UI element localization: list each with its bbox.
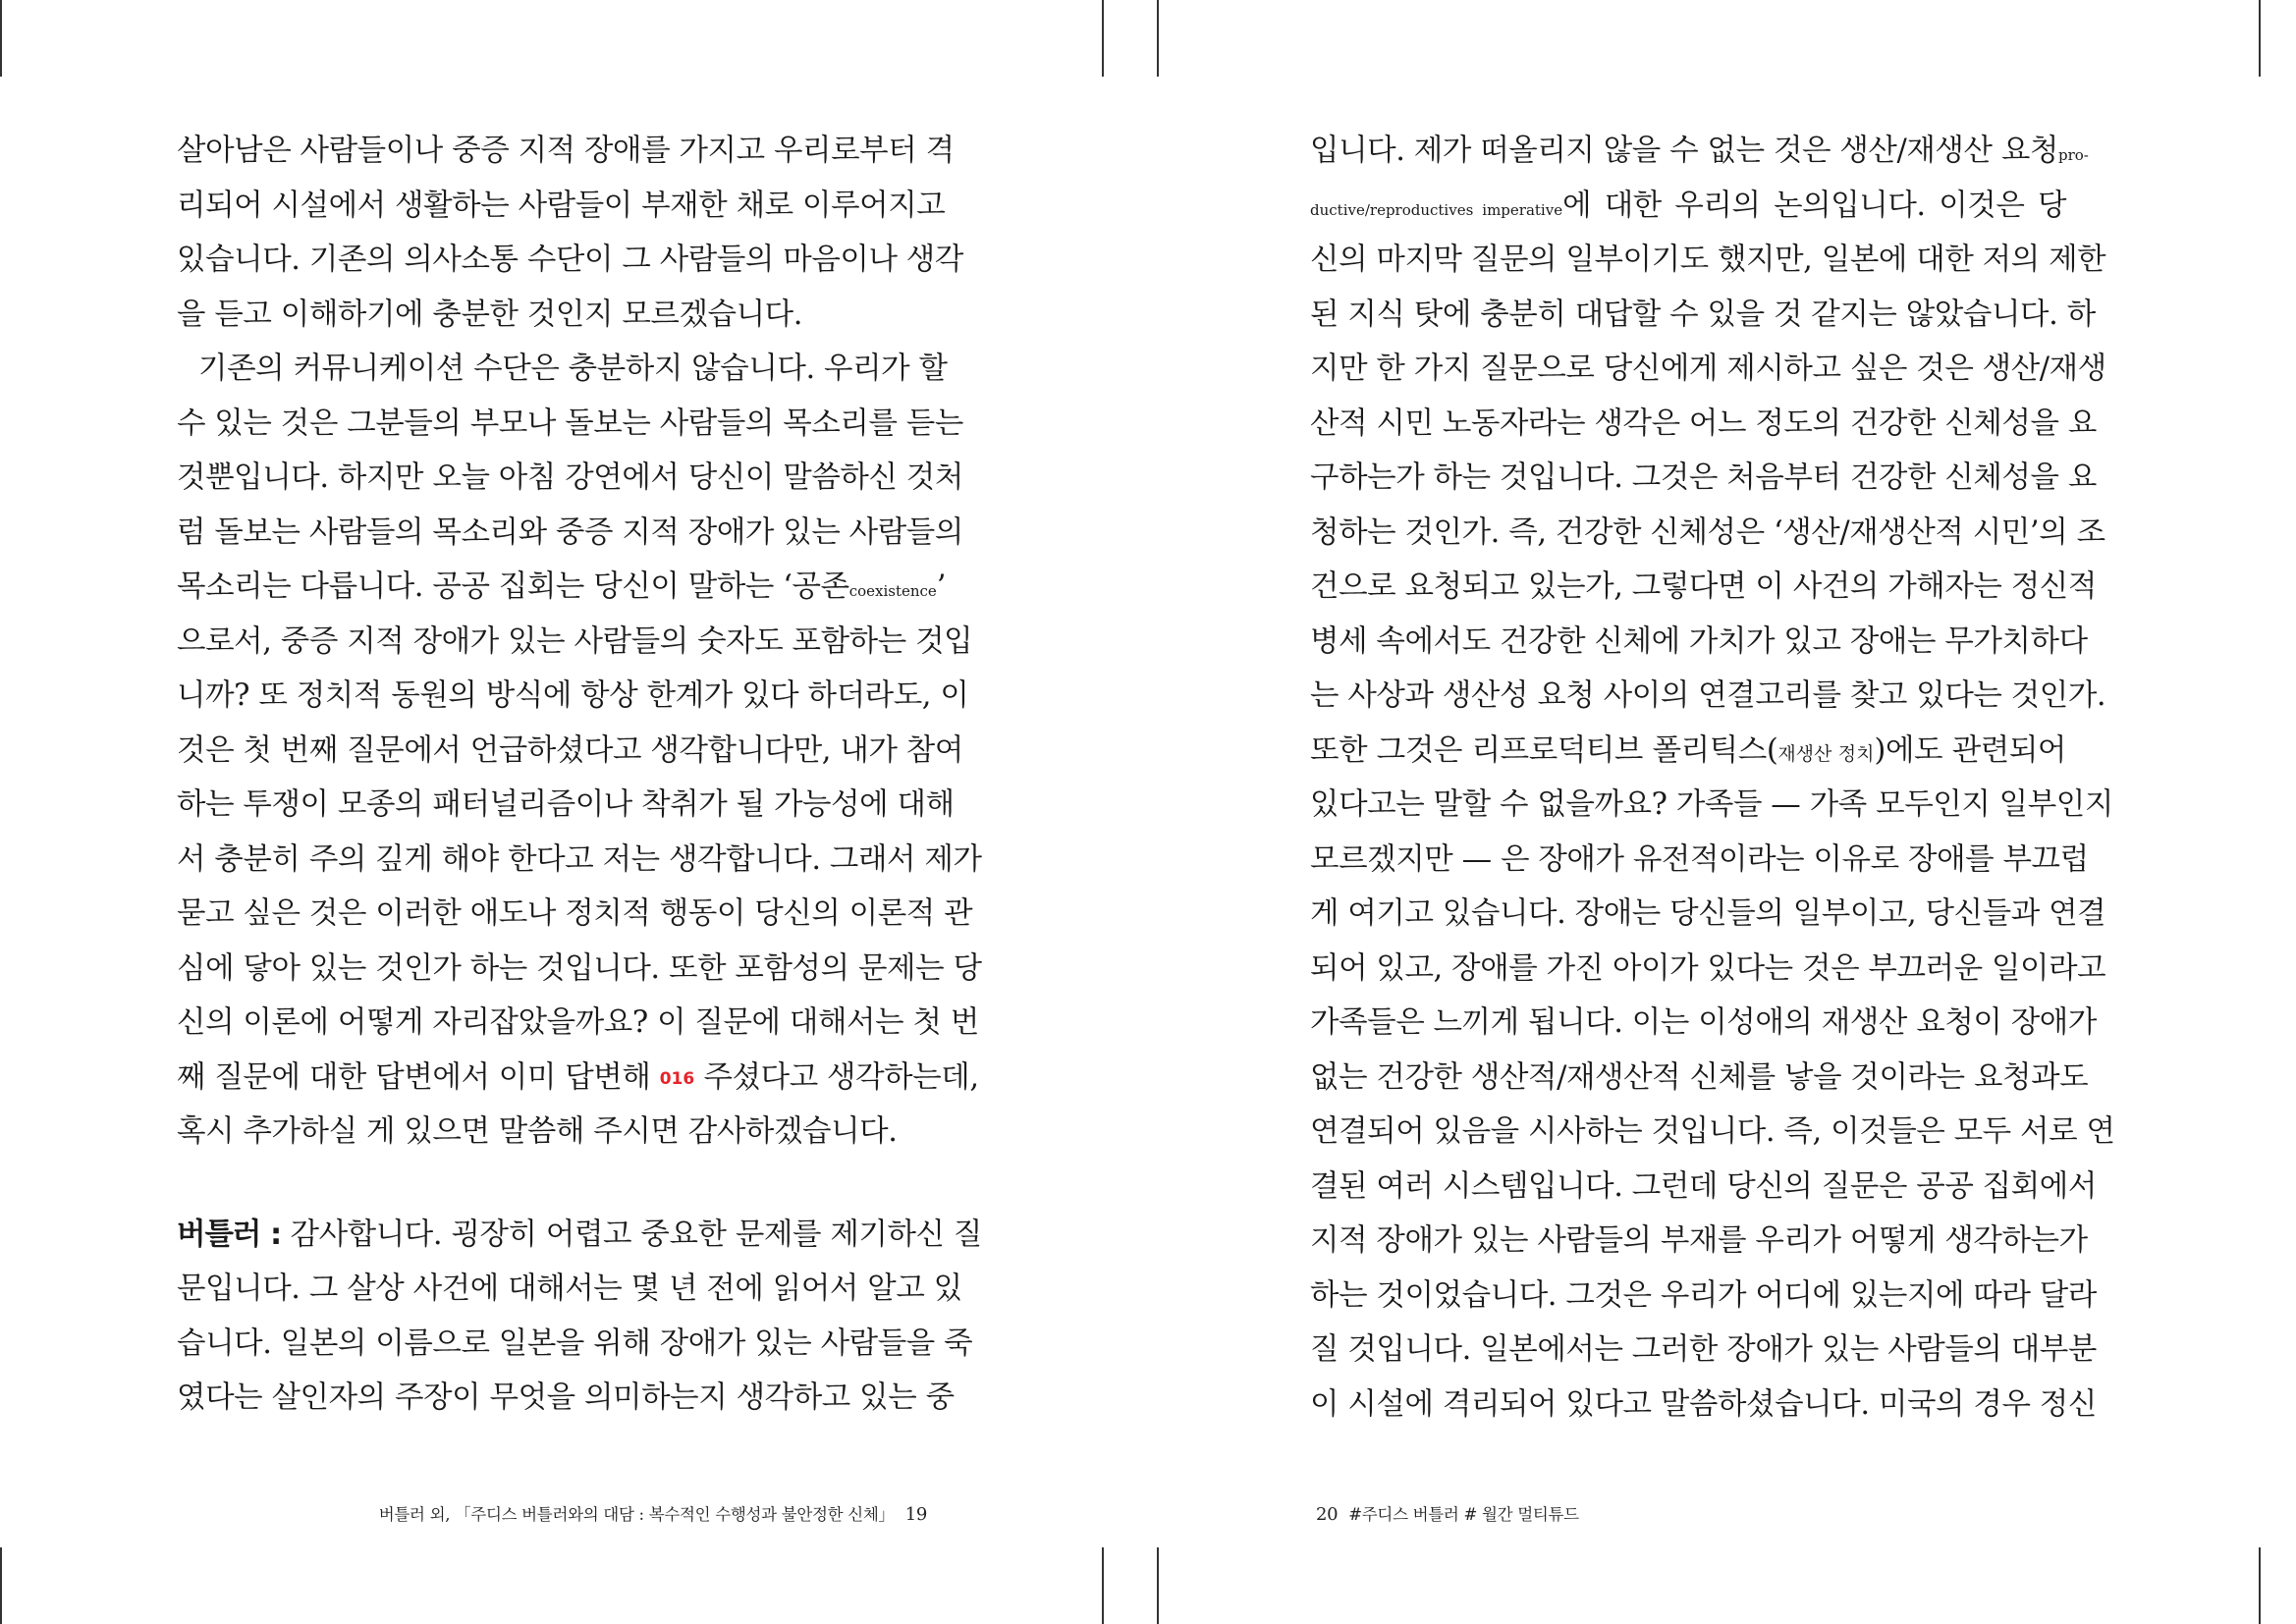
text-line: 지적 장애가 있는 사람들의 부재를 우리가 어떻게 생각하는가 <box>1310 1223 2088 1258</box>
text-line: 것뿐입니다. 하지만 오늘 아침 강연에서 당신이 말씀하신 것처 <box>177 460 963 495</box>
text-line <box>177 1051 979 1106</box>
page-number: 20 <box>1316 1504 1339 1525</box>
text-line: 구하는가 하는 것입니다. 그것은 처음부터 건강한 신체성을 요 <box>1310 460 2097 495</box>
text-line: 으로서, 중증 지적 장애가 있는 사람들의 숫자도 포함하는 것입 <box>177 623 973 659</box>
crop-mark <box>1102 0 1104 77</box>
left-page-body <box>177 124 982 1426</box>
gloss-text: coexistence <box>848 582 937 600</box>
crop-mark <box>2259 1547 2261 1624</box>
line-text: )에도 관련되어 <box>1874 732 2066 768</box>
right-page-footer <box>1310 1501 1579 1525</box>
text-line: 니까? 또 정치적 동원의 방식에 항상 한계가 있다 하더라도, 이 <box>177 678 969 713</box>
text-line: 을 듣고 이해하기에 충분한 것인지 모르겠습니다. <box>177 297 803 332</box>
text-line: 하는 것이었습니다. 그것은 우리가 어디에 있는지에 따라 달라 <box>1310 1277 2097 1313</box>
right-page <box>1310 0 2115 1624</box>
crop-mark <box>1102 1547 1104 1624</box>
crop-mark <box>2259 0 2261 77</box>
crop-mark <box>0 1547 2 1624</box>
left-page <box>177 0 982 1624</box>
crop-mark <box>1157 0 1159 77</box>
line-text: 에 대한 우리의 논의입니다. 이것은 당 <box>1562 188 2067 223</box>
text-line: 있다고는 말할 수 없을까요? 가족들 — 가족 모두인지 일부인지 <box>1310 787 2113 822</box>
line-text: 목소리는 다릅니다. 공공 집회는 당신이 말하는 ‘공존 <box>177 569 849 604</box>
line-text: 입니다. 제가 떠올리지 않을 수 없는 것은 생산/재생산 요청 <box>1310 134 2058 168</box>
text-line <box>177 1208 982 1263</box>
right-page-body <box>1310 124 2115 1432</box>
gloss-text: pro- <box>2057 146 2089 164</box>
text-line: 된 지식 탓에 충분히 대답할 수 있을 것 같지는 않았습니다. 하 <box>1310 297 2096 332</box>
text-line: 신의 이론에 어떻게 자리잡았을까요? 이 질문에 대해서는 첫 번 <box>177 1005 979 1040</box>
text-line: 모르겠지만 — 은 장애가 유전적이라는 이유로 장애를 부끄럽 <box>1310 841 2089 877</box>
text-line: 럼 돌보는 사람들의 목소리와 중증 지적 장애가 있는 사람들의 <box>177 514 963 550</box>
text-line: 되어 있고, 장애를 가진 아이가 있다는 것은 부끄러운 일이라고 <box>1310 950 2106 986</box>
text-line: 이 시설에 격리되어 있다고 말씀하셨습니다. 미국의 경우 정신 <box>1310 1386 2097 1422</box>
text-line: 혹시 추가하실 게 있으면 말씀해 주시면 감사하겠습니다. <box>177 1114 898 1149</box>
text-line: 서 충분히 주의 깊게 해야 한다고 저는 생각합니다. 그래서 제가 <box>177 841 982 877</box>
text-line: 연결되어 있음을 시사하는 것입니다. 즉, 이것들은 모두 서로 연 <box>1310 1114 2115 1149</box>
text-line: 없는 건강한 생산적/재생산적 신체를 낳을 것이라는 요청과도 <box>1310 1059 2089 1095</box>
text-line: 건으로 요청되고 있는가, 그렇다면 이 사건의 가해자는 정신적 <box>1310 569 2097 604</box>
text-line: 기존의 커뮤니케이션 수단은 충분하지 않습니다. 우리가 할 <box>198 352 948 386</box>
text-line <box>1310 179 2066 234</box>
crop-mark <box>1157 1547 1159 1624</box>
text-line: 습니다. 일본의 이름으로 일본을 위해 장애가 있는 사람들을 죽 <box>177 1326 973 1361</box>
line-text: ’ <box>936 569 947 604</box>
text-line: 하는 투쟁이 모종의 패터널리즘이나 착취가 될 가능성에 대해 <box>177 787 955 822</box>
running-title: #주디스 버틀러 # 월간 멀티튜드 <box>1348 1505 1579 1524</box>
crop-mark <box>0 0 2 77</box>
text-line: 있습니다. 기존의 의사소통 수단이 그 사람들의 마음이나 생각 <box>177 243 963 277</box>
running-title: 버틀러 외, 「주디스 버틀러와의 대담 : 복수적인 수행성과 불안정한 신체」 <box>378 1505 895 1524</box>
page-number: 19 <box>904 1504 927 1525</box>
gloss-text: ductive/reproductives imperative <box>1310 200 1563 219</box>
text-line <box>1310 124 2089 179</box>
text-line: 청하는 것인가. 즉, 건강한 신체성은 ‘생산/재생산적 시민’의 조 <box>1310 514 2105 550</box>
speaker-label: 버틀러 : <box>177 1217 282 1252</box>
text-line: 신의 마지막 질문의 일부이기도 했지만, 일본에 대한 저의 제한 <box>1310 243 2106 277</box>
text-line: 가족들은 느끼게 됩니다. 이는 이성애의 재생산 요청이 장애가 <box>1310 1005 2097 1040</box>
text-line: 수 있는 것은 그분들의 부모나 돌보는 사람들의 목소리를 듣는 <box>177 406 963 441</box>
line-text: 째 질문에 대한 답변에서 이미 답변해 <box>177 1059 660 1095</box>
text-line: 병세 속에서도 건강한 신체에 가치가 있고 장애는 무가치하다 <box>1310 623 2088 659</box>
text-line: 결된 여러 시스템입니다. 그런데 당신의 질문은 공공 집회에서 <box>1310 1168 2097 1204</box>
note-reference: 016 <box>659 1068 695 1089</box>
text-line: 것은 첫 번째 질문에서 언급하셨다고 생각합니다만, 내가 참여 <box>177 732 963 768</box>
text-line: 지만 한 가지 질문으로 당신에게 제시하고 싶은 것은 생산/재생 <box>1310 352 2106 386</box>
text-line <box>1310 724 2066 779</box>
text-line: 는 사상과 생산성 요청 사이의 연결고리를 찾고 있다는 것인가. <box>1310 678 2106 713</box>
text-line: 문입니다. 그 살상 사건에 대해서는 몇 년 전에 읽어서 알고 있 <box>177 1272 962 1306</box>
text-line: 심에 닿아 있는 것인가 하는 것입니다. 또한 포함성의 문제는 당 <box>177 950 982 986</box>
text-line: 묻고 싶은 것은 이러한 애도나 정치적 행동이 당신의 이론적 관 <box>177 896 973 931</box>
text-line: 였다는 살인자의 주장이 무엇을 의미하는지 생각하고 있는 중 <box>177 1380 955 1415</box>
left-page-footer <box>379 1501 933 1525</box>
line-text: 주셨다고 생각하는데, <box>694 1059 979 1095</box>
text-line <box>177 560 947 615</box>
text-line: 살아남은 사람들이나 중증 지적 장애를 가지고 우리로부터 격 <box>177 134 955 168</box>
gloss-text: 재생산 정치 <box>1777 742 1875 765</box>
text-line: 질 것입니다. 일본에서는 그러한 장애가 있는 사람들의 대부분 <box>1310 1332 2097 1367</box>
text-line: 게 여기고 있습니다. 장애는 당신들의 일부이고, 당신들과 연결 <box>1310 896 2106 931</box>
line-text: 또한 그것은 리프로덕티브 폴리틱스( <box>1310 732 1778 768</box>
text-line: 리되어 시설에서 생활하는 사람들이 부재한 채로 이루어지고 <box>177 188 946 223</box>
line-text: 감사합니다. 굉장히 어렵고 중요한 문제를 제기하신 질 <box>281 1217 982 1252</box>
text-line: 산적 시민 노동자라는 생각은 어느 정도의 건강한 신체성을 요 <box>1310 406 2097 441</box>
